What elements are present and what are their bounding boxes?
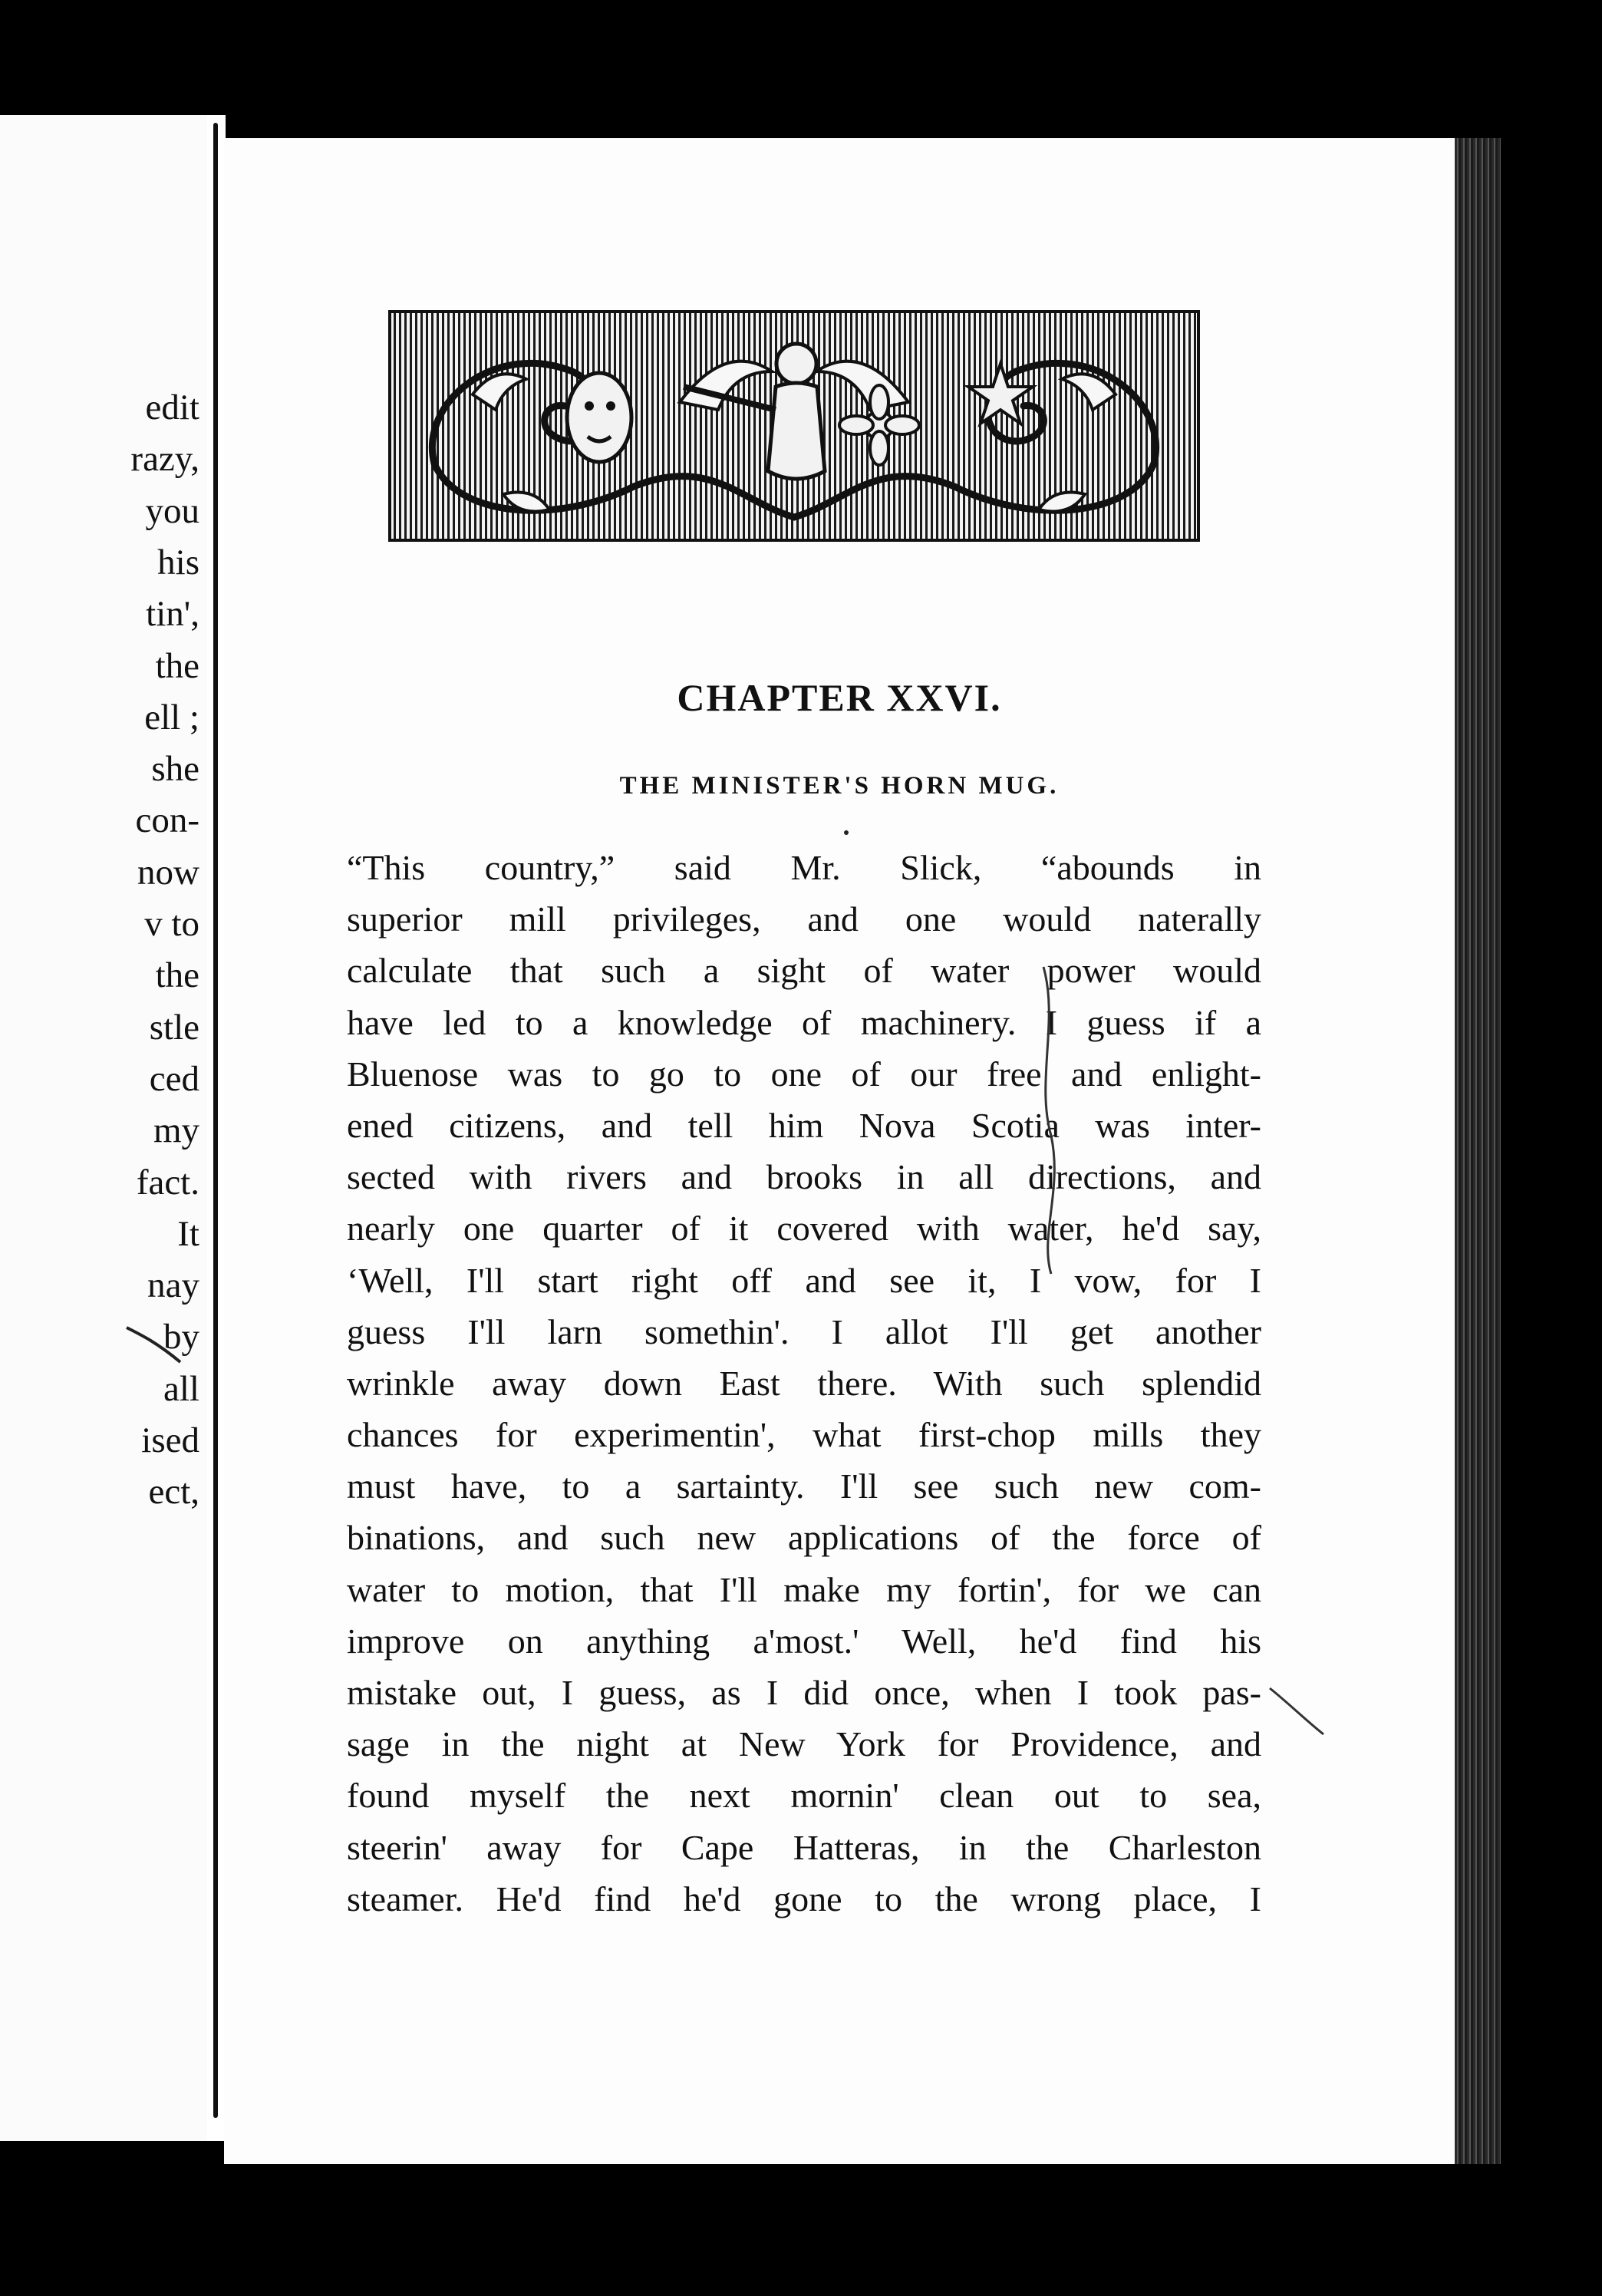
body-line: superior mill privileges, and one would naterally <box>347 899 1261 939</box>
body-line: wrinkle away down East there. With such splendid <box>347 1363 1261 1403</box>
previous-page-line: now <box>137 852 199 892</box>
previous-page-line: tin', <box>146 594 199 635</box>
previous-page-line: edit <box>145 388 199 427</box>
previous-page-line: ell ; <box>144 697 199 737</box>
grotesque-mask-icon <box>567 373 631 462</box>
previous-page-line: It <box>177 1213 199 1254</box>
previous-page-line: con- <box>135 800 199 841</box>
chapter-subtitle: THE MINISTER'S HORN MUG. <box>619 772 1060 800</box>
previous-page-line: the <box>155 955 199 996</box>
page-stack-edges <box>1455 138 1501 2164</box>
body-line: mistake out, I guess, as I did once, when I took pas- <box>347 1673 1261 1712</box>
body-line: Bluenose was to go to one of our free and enlight- <box>347 1054 1261 1094</box>
body-line: steamer. He'd find he'd gone to the wrong place, I <box>347 1879 1261 1918</box>
body-line: ‘Well, I'll start right off and see it, I vow, for I <box>347 1260 1261 1300</box>
previous-page-line: you <box>145 490 199 531</box>
previous-page-fragment <box>0 115 213 2141</box>
pencil-annotation-mark <box>1028 959 1074 1282</box>
previous-page-line: razy, <box>130 439 199 480</box>
body-line: steerin' away for Cape Hatteras, in the Charleston <box>347 1827 1261 1867</box>
body-line: ened citizens, and tell him Nova Scotia was inter- <box>347 1105 1261 1145</box>
previous-page-line: his <box>157 542 199 582</box>
previous-page-line: my <box>153 1110 199 1151</box>
pencil-tick-mark <box>123 1324 184 1370</box>
body-line: sage in the night at New York for Providence, and <box>347 1724 1261 1764</box>
body-line: sected with rivers and brooks in all directions, and <box>347 1157 1261 1197</box>
previous-page-line: the <box>155 645 199 686</box>
body-line: water to motion, that I'll make my fortin', for we can <box>347 1569 1261 1609</box>
chapter-title: CHAPTER XXVI. <box>677 676 1002 719</box>
book-gutter <box>207 115 226 2141</box>
pencil-hyphen-mark <box>1266 1681 1327 1742</box>
previous-page-line: fact. <box>136 1162 199 1202</box>
body-line: must have, to a sartainty. I'll see such new com- <box>347 1466 1261 1506</box>
body-line: nearly one quarter of it covered with water, he'd say, <box>347 1209 1261 1249</box>
body-line: chances for experimentin', what first-chop mills they <box>347 1415 1261 1455</box>
body-line: improve on anything a'most.' Well, he'd find his <box>347 1621 1261 1661</box>
previous-page-line: all <box>163 1368 199 1409</box>
body-line: binations, and such new applications of the force of <box>347 1518 1261 1558</box>
previous-page-line: ised <box>141 1420 199 1460</box>
previous-page-line: by <box>163 1317 199 1357</box>
previous-page-line: she <box>151 749 199 790</box>
body-line: found myself the next mornin' clean out to sea, <box>347 1776 1261 1816</box>
body-line: “This country,” said Mr. Slick, “abounds in <box>347 848 1261 887</box>
previous-page-line: v to <box>144 904 199 944</box>
body-line: calculate that such a sight of water power would <box>347 951 1261 991</box>
previous-page-line: stle <box>149 1007 199 1047</box>
chapter-body-text <box>347 842 1261 1925</box>
binding-edge <box>213 123 218 2118</box>
previous-page-line: nay <box>147 1265 199 1306</box>
previous-page-line: ect, <box>148 1472 199 1513</box>
previous-page-line: ced <box>149 1058 199 1099</box>
body-line: have led to a knowledge of machinery. I guess if a <box>347 1002 1261 1042</box>
body-line: guess I'll larn somethin'. I allot I'll get another <box>347 1311 1261 1351</box>
ornamental-headpiece <box>388 310 1200 542</box>
decorative-dot <box>844 830 849 835</box>
